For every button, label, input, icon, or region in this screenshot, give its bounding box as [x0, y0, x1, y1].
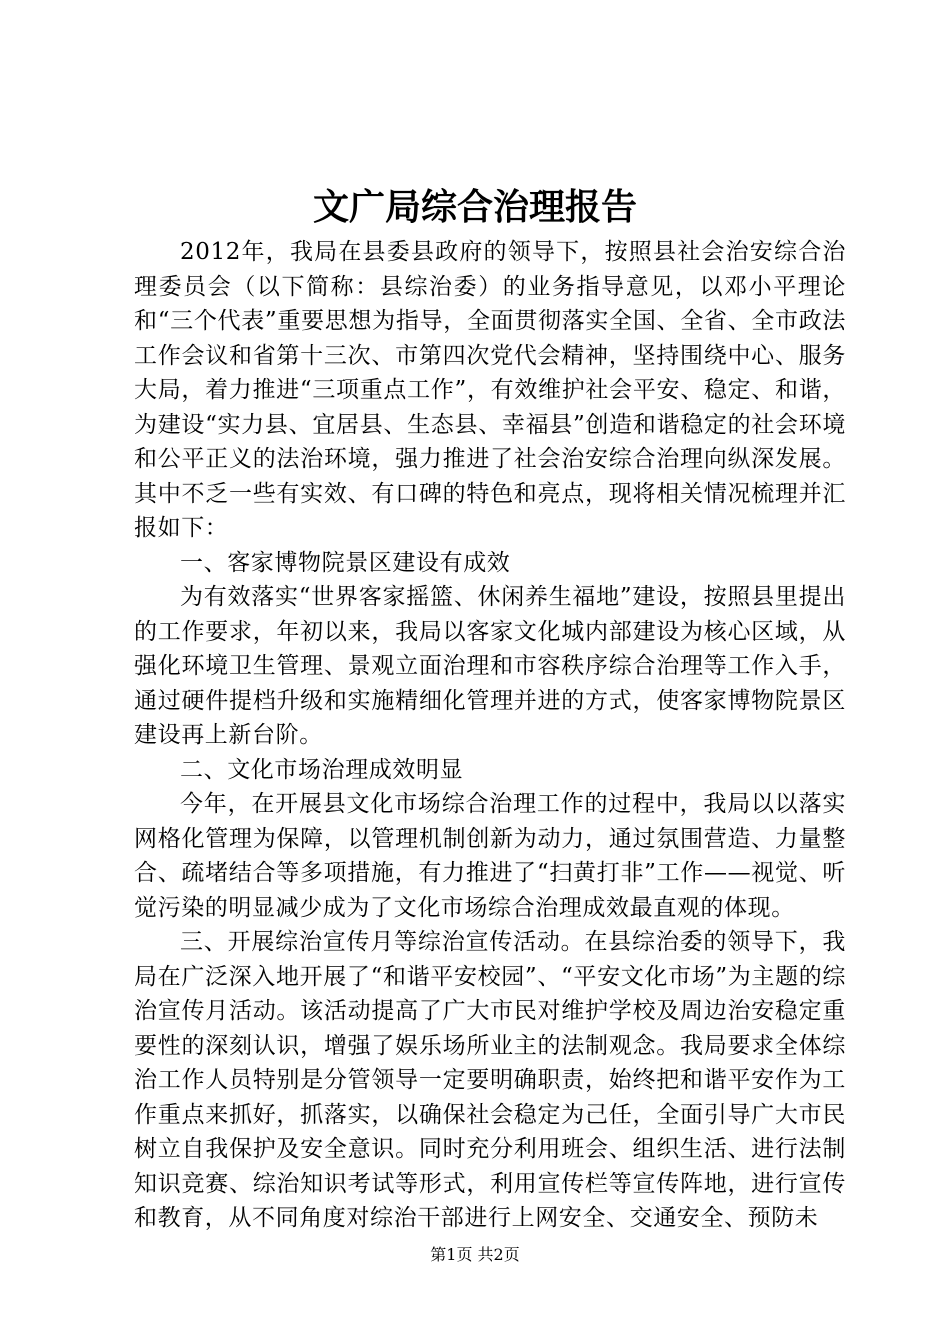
section-paragraph-3: 三、开展综治宣传月等综治宣传活动。在县综治委的领导下，我局在广泛深入地开展了“和谐平安校园”、“平安文化市场”为主题的综治宣传月活动。该活动提高了广大市民对维护学校及周边治安稳定重要性的深刻认识，增强了娱乐场所业主的法制观念。我局要求全体综治工作人员特别是分管领导一定要明确职责，始终把和谐平安作为工作重点来抓好，抓落实，以确保社会稳定为己任，全面引导广大市民树立自我保护及安全意识。同时充分利用班会、组织生活、进行法制知识竞赛、综治知识考试等形式，利用宣传栏等宣传阵地，进行宣传和教育，从不同角度对综治干部进行上网安全、交通安全、预防未	[134, 929, 846, 1231]
page-footer: 第1页 共2页	[430, 1245, 520, 1264]
section-heading-1: 一、客家博物院景区建设有成效	[180, 549, 511, 576]
document-body	[134, 235, 846, 1236]
intro-paragraph: 2012年，我局在县委县政府的领导下，按照县社会治安综合治理委员会（以下简称：县综治委）的业务指导意见，以邓小平理论和“三个代表”重要思想为指导，全面贯彻落实全国、全省、全市政法工作会议和省第十三次、市第四次党代会精神，坚持围绕中心、服务大局，着力推进“三项重点工作”，有效维护社会平安、稳定、和谐，为建设“实力县、宜居县、生态县、幸福县”创造和谐稳定的社会环境和公平正义的法治环境，强力推进了社会治安综合治理向纵深发展。其中不乏一些有实效、有口碑的特色和亮点，现将相关情况梳理并汇报如下：	[134, 239, 846, 541]
section-paragraph-2: 今年，在开展县文化市场综合治理工作的过程中，我局以以落实网格化管理为保障，以管理机制创新为动力，通过氛围营造、力量整合、疏堵结合等多项措施，有力推进了“扫黄打非”工作——视觉、听觉污染的明显减少成为了文化市场综合治理成效最直观的体现。	[134, 791, 846, 921]
section-heading-2: 二、文化市场治理成效明显	[180, 756, 464, 783]
document-title: 文广局综合治理报告	[312, 186, 637, 228]
section-paragraph-1: 为有效落实“世界客家摇篮、休闲养生福地”建设，按照县里提出的工作要求，年初以来，我局以客家文化城内部建设为核心区域，从强化环境卫生管理、景观立面治理和市容秩序综合治理等工作入手，通过硬件提档升级和实施精细化管理并进的方式，使客家博物院景区建设再上新台阶。	[134, 584, 846, 748]
